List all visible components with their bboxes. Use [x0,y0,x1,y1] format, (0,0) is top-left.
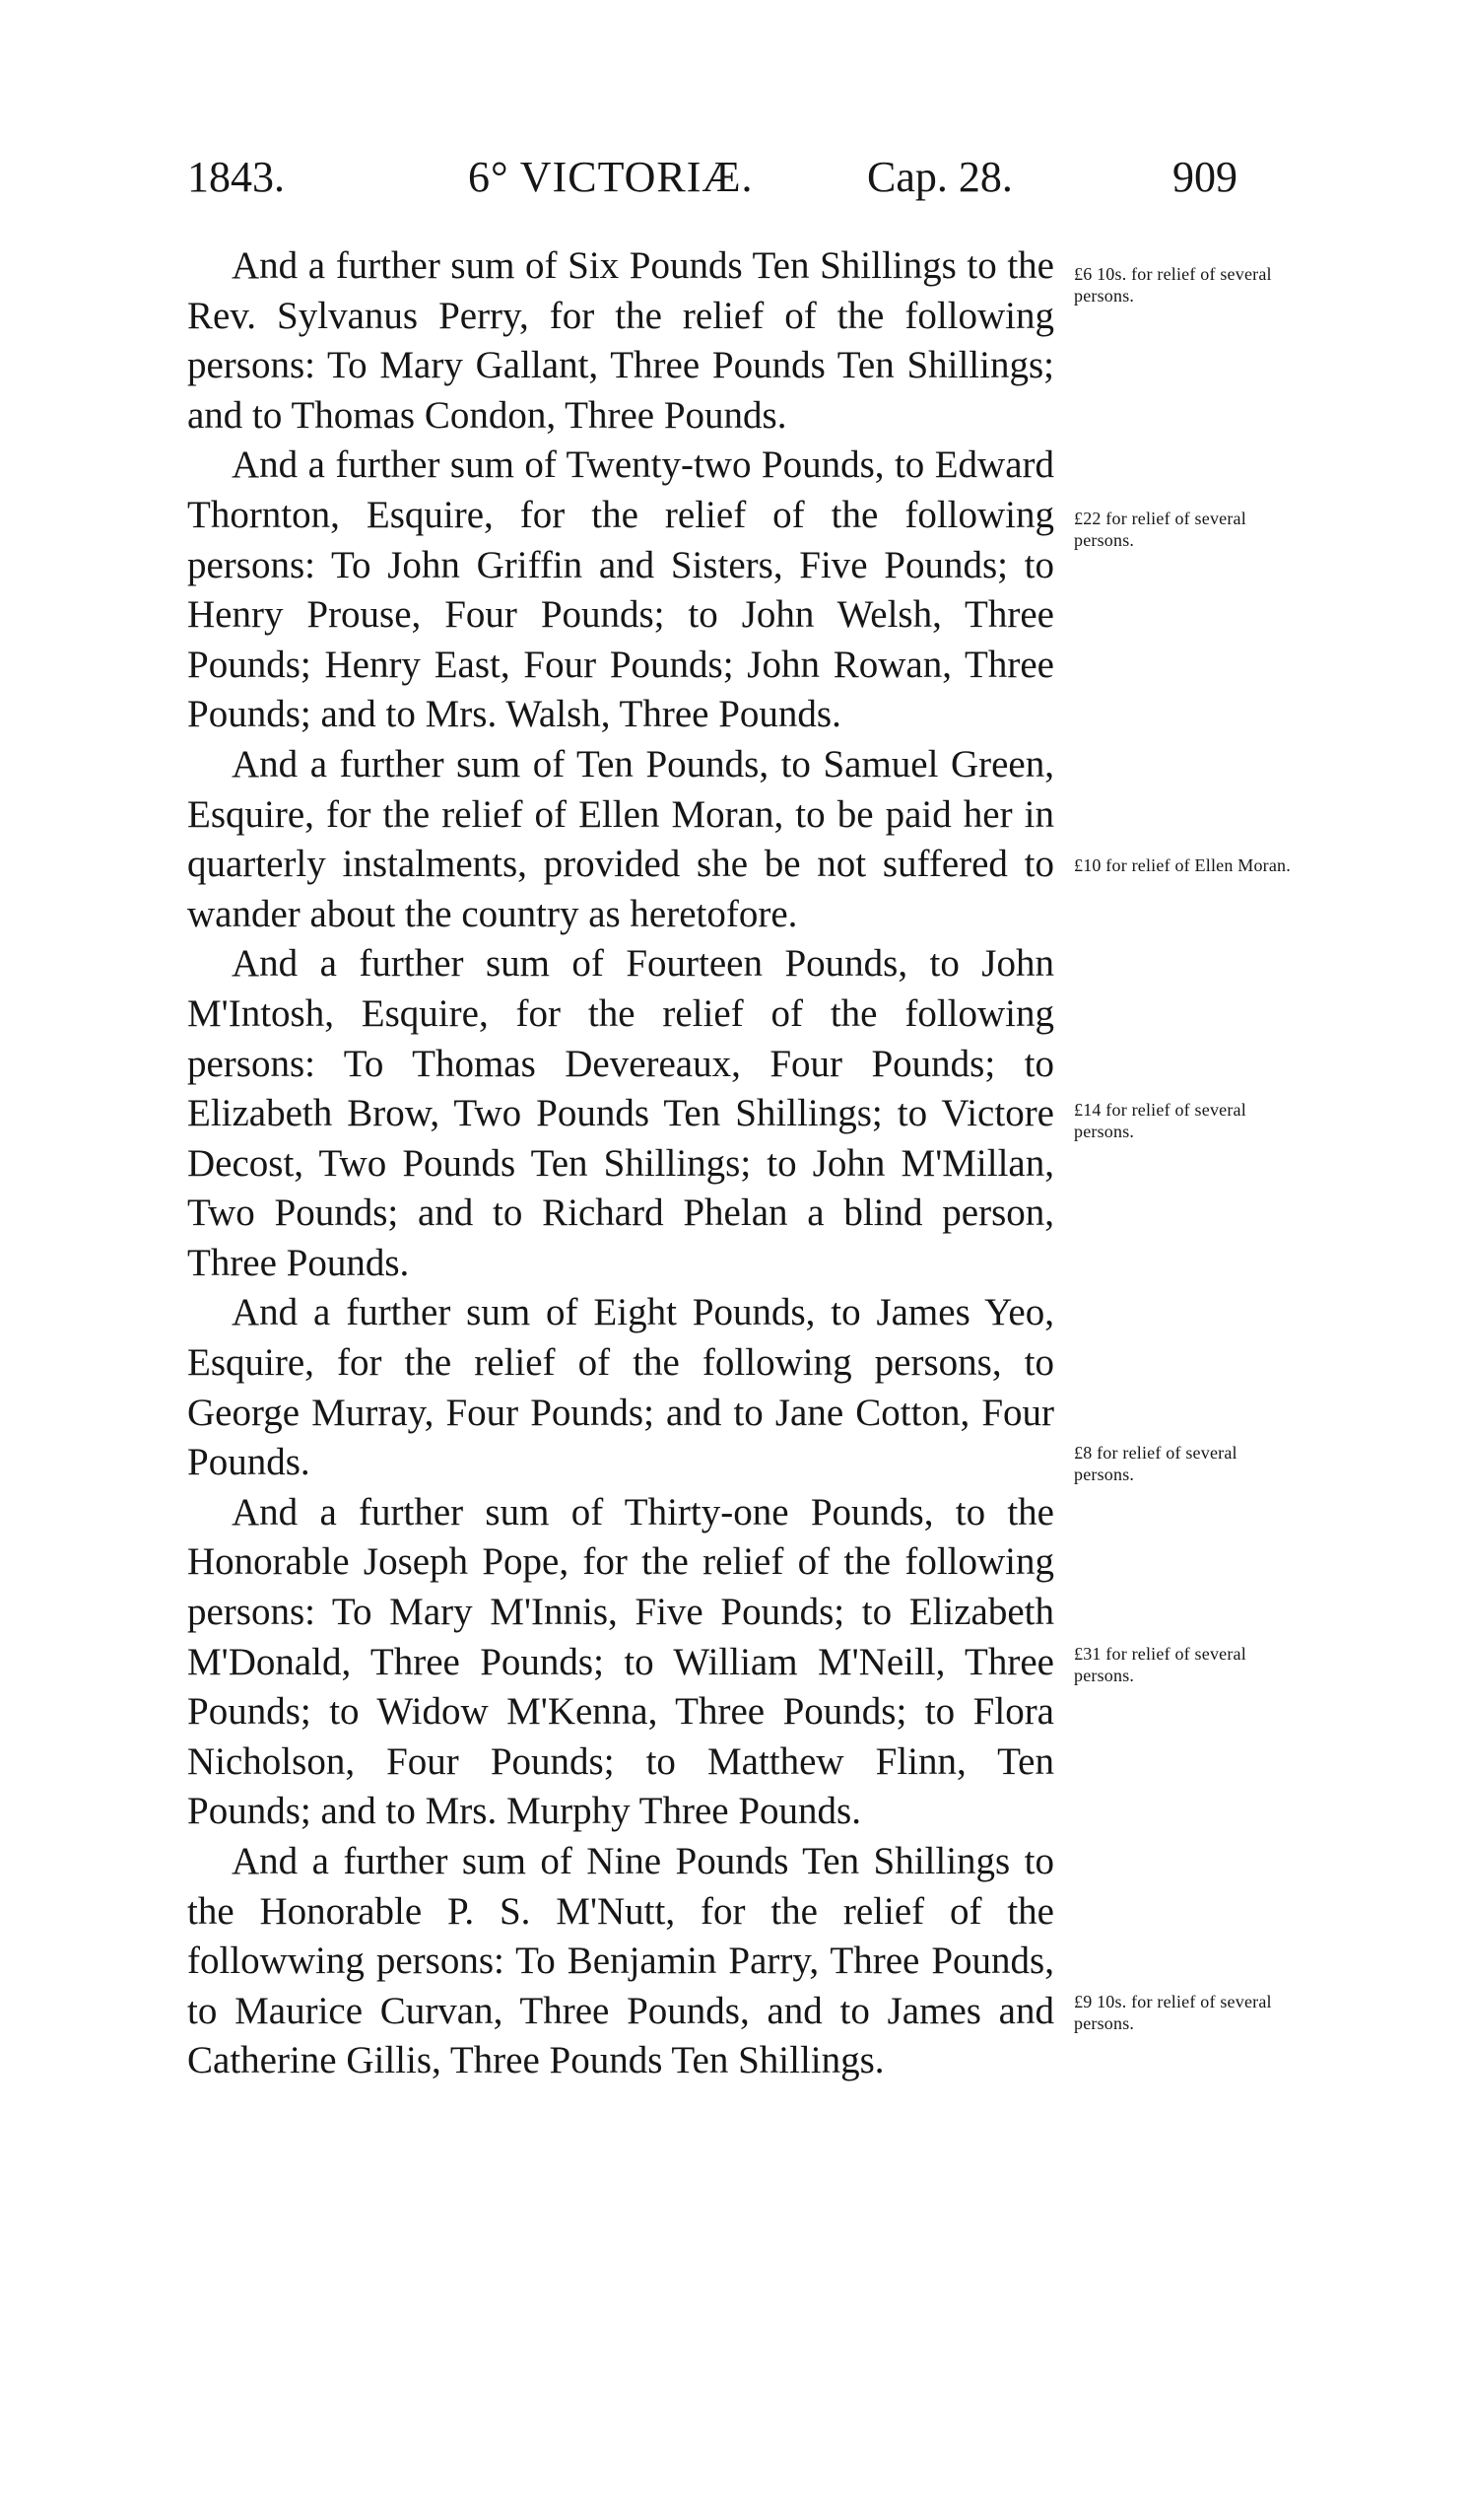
header-year: 1843. [187,153,285,201]
paragraph-yeo: And a further sum of Eight Pounds, to James Yeo, Esquire, for the relief of the following persons, to George Murray, Four Pounds; and to Jane Cotton, Four Pounds. [187,1291,1054,1484]
header-reign: 6° VICTORIÆ. [468,153,754,201]
margin-note-pope: £31 for relief of several persons. [1074,1644,1246,1685]
margin-note-mnutt: £9 10s. for relief of several persons. [1074,1992,1272,2033]
paragraph-mnutt: And a further sum of Nine Pounds Ten Shillings to the Honorable P. S. M'Nutt, for the relief of the followwing persons: To Benjamin Parry, Three Pounds, to Maurice Curvan, Three Pounds, and to James and Catherine Gillis, Three Pounds Ten Shillings. [187,1840,1054,2082]
header-chapter: Cap. 28. [867,153,1013,201]
paragraph-perry: And a further sum of Six Pounds Ten Shillings to the Rev. Sylvanus Perry, for the relief of the following persons: To Mary Gallant, Three Pounds Ten Shillings; and to Thomas Condon, Three Pounds. [187,244,1054,437]
margin-note-mintosh: £14 for relief of several persons. [1074,1100,1246,1141]
paragraph-pope: And a further sum of Thirty-one Pounds, to the Honorable Joseph Pope, for the relief of the following persons: To Mary M'Innis, Five Pounds; to Elizabeth M'Donald, Three Pounds; to William M'Neill, Three Pounds; to Widow M'Kenna, Three Pounds; to Flora Nicholson, Four Pounds; to Matthew Flinn, Ten Pounds; and to Mrs. Murphy Three Pounds. [187,1490,1054,1833]
paragraph-green: And a further sum of Ten Pounds, to Samuel Green, Esquire, for the relief of Ellen Moran, to be paid her in quarterly instalments, provided she be not suffered to wander about the country as heretofore. [187,742,1054,935]
margin-note-perry: £6 10s. for relief of several persons. [1074,264,1272,306]
main-text [187,241,1054,2086]
margin-note-green: £10 for relief of Ellen Moran. [1074,855,1291,875]
paragraph-thornton: And a further sum of Twenty-two Pounds, to Edward Thornton, Esquire, for the relief of the following persons: To John Griffin and Sisters, Five Pounds; to Henry Prouse, Four Pounds; to John Welsh, Three Pounds; Henry East, Four Pounds; John Rowan, Three Pounds; and to Mrs. Walsh, Three Pounds. [187,443,1054,736]
paragraph-mintosh: And a further sum of Fourteen Pounds, to John M'Intosh, Esquire, for the relief of the following persons: To Thomas Devereaux, Four Pounds; to Elizabeth Brow, Two Pounds Ten Shillings; to Victore Decost, Two Pounds Ten Shillings; to John M'Millan, Two Pounds; and to Richard Phelan a blind person, Three Pounds. [187,942,1054,1284]
margin-note-yeo: £8 for relief of several persons. [1074,1443,1237,1484]
margin-note-thornton: £22 for relief of several persons. [1074,509,1246,550]
page-number: 909 [1172,153,1237,201]
running-header [187,148,1281,207]
